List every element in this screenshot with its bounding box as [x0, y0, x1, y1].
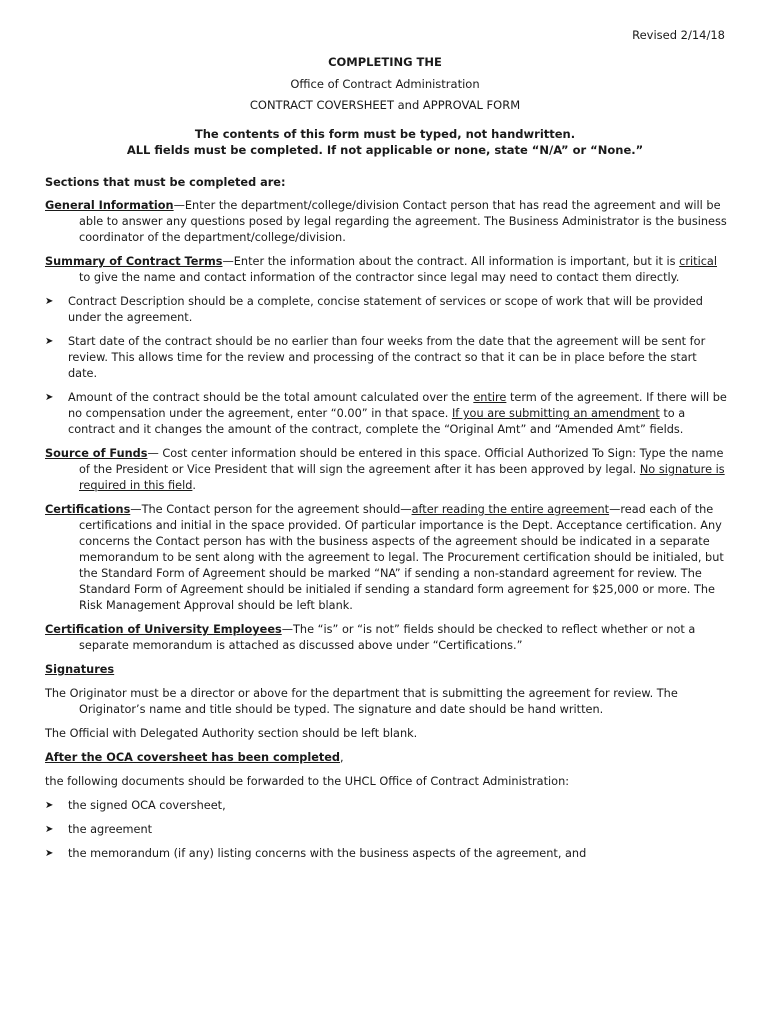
certifications-after-reading: after reading the entire agreement [411, 503, 610, 516]
bullet-contract-description [45, 294, 727, 326]
bullet-amount [45, 390, 727, 438]
arrow-bullet-icon: ➤ [45, 848, 54, 859]
arrow-bullet-icon: ➤ [45, 296, 54, 307]
bullet-start-date-text: Start date of the contract should be no earlier than four weeks from the date that the agreement will be sent for review. This allows time for the review and processing of the contract so that it can be in place before the start date. [68, 335, 706, 380]
bullet-start-date [45, 334, 727, 382]
certifications-text-2: —read each of the certifications and initial in the space provided. Of particular importance is the Dept. Acceptance certification. Any concerns the Contact person has with the business aspects of the agreement should be indicated in a separate memorandum to be sent along with the agreement to legal. The Procurement certification should be initialed, but the Standard Form of Agreement should be marked “NA” if sending a non-standard agreement for review. The Standard Form of Agreement should be initialed if sending a standard form agreement for $25,000 or more. The Risk Management Approval should be left blank. [79, 503, 724, 612]
sections-heading: Sections that must be completed are: [45, 176, 286, 189]
document-list-item-text: the agreement [68, 823, 153, 836]
document-list-item [45, 822, 727, 838]
summary-critical: critical [679, 255, 717, 268]
summary-text-1: —Enter the information about the contract. All information is important, but it is [222, 255, 680, 268]
form-instructions [0, 126, 770, 158]
arrow-bullet-icon: ➤ [45, 336, 54, 347]
after-heading-row [45, 750, 727, 766]
certifications-heading: Certifications [45, 503, 131, 516]
source-of-funds-heading: Source of Funds [45, 447, 148, 460]
signatures-heading-row [45, 662, 727, 678]
bullet-amount-text-b: term of the agreement. If there will be no compensation under the agreement, enter “0.00” in that space. [68, 391, 727, 420]
general-information-paragraph [45, 198, 727, 246]
arrow-bullet-icon: ➤ [45, 824, 54, 835]
source-no-signature: No signature is required in this field [79, 463, 725, 492]
title-line-2: Office of Contract Administration [290, 76, 480, 91]
document-title [0, 55, 770, 120]
originator-paragraph: The Originator must be a director or above for the department that is submitting the agreement for review. The Originator’s name and title should be typed. The signature and date should be hand written. [45, 687, 678, 716]
arrow-bullet-icon: ➤ [45, 392, 54, 403]
document-list-item [45, 798, 727, 814]
general-information-heading: General Information [45, 199, 174, 212]
source-of-funds-text: — Cost center information should be entered in this space. Official Authorized To Sign: Type the name of the President or Vice President that will sign the agreement after it has been approved by legal. [79, 447, 724, 476]
general-information-text: —Enter the department/college/division Contact person that has read the agreement and will be able to answer any questions posed by legal regarding the agreement. The Business Administrator is the business coordinator of the department/college/division. [79, 199, 727, 244]
summary-heading: Summary of Contract Terms [45, 255, 223, 268]
after-heading: After the OCA coversheet has been completed [45, 751, 341, 764]
bullet-description-text: Contract Description should be a complete, concise statement of services or scope of work that will be provided under the agreement. [68, 295, 703, 324]
document-list-item [45, 846, 727, 862]
document-list-item-text: the memorandum (if any) listing concerns with the business aspects of the agreement, and [68, 847, 587, 860]
instruction-typed: The contents of this form must be typed, not handwritten. [194, 127, 576, 141]
signatures-heading: Signatures [45, 663, 115, 676]
source-of-funds-paragraph [45, 446, 727, 494]
certifications-text-1: —The Contact person for the agreement should— [130, 503, 412, 516]
university-employees-text: —The “is” or “is not” fields should be checked to reflect whether or not a separate memorandum is attached as discussed above under “Certifications.” [79, 623, 696, 652]
bullet-amount-text-a: Amount of the contract should be the total amount calculated over the [68, 391, 474, 404]
instruction-all-fields: ALL fields must be completed. If not applicable or none, state “N/A” or “None.” [126, 143, 644, 157]
university-employees-paragraph [45, 622, 727, 654]
revision-date: Revised 2/14/18 [632, 28, 725, 42]
title-line-3: CONTRACT COVERSHEET and APPROVAL FORM [249, 98, 521, 112]
bullet-amount-text-c: to a contract and it changes the amount of the contract, complete the “Original Amt” and “Amended Amt” fields. [68, 407, 686, 436]
documents-intro: the following documents should be forwarded to the UHCL Office of Contract Administration: [45, 775, 570, 788]
bullet-amount-entire: entire [473, 391, 507, 404]
official-paragraph: The Official with Delegated Authority section should be left blank. [45, 727, 418, 740]
arrow-bullet-icon: ➤ [45, 800, 54, 811]
source-end: . [192, 479, 196, 492]
title-line-1: COMPLETING THE [328, 55, 442, 69]
document-body [45, 175, 727, 870]
university-employees-heading: Certification of University Employees [45, 623, 282, 636]
certifications-paragraph [45, 502, 727, 614]
summary-paragraph [45, 254, 727, 286]
bullet-amount-amendment: If you are submitting an amendment [451, 407, 660, 420]
summary-text-2: to give the name and contact information of the contractor since legal may need to contact them directly. [79, 271, 680, 284]
document-list-item-text: the signed OCA coversheet, [68, 799, 226, 812]
after-heading-comma: , [340, 751, 344, 764]
